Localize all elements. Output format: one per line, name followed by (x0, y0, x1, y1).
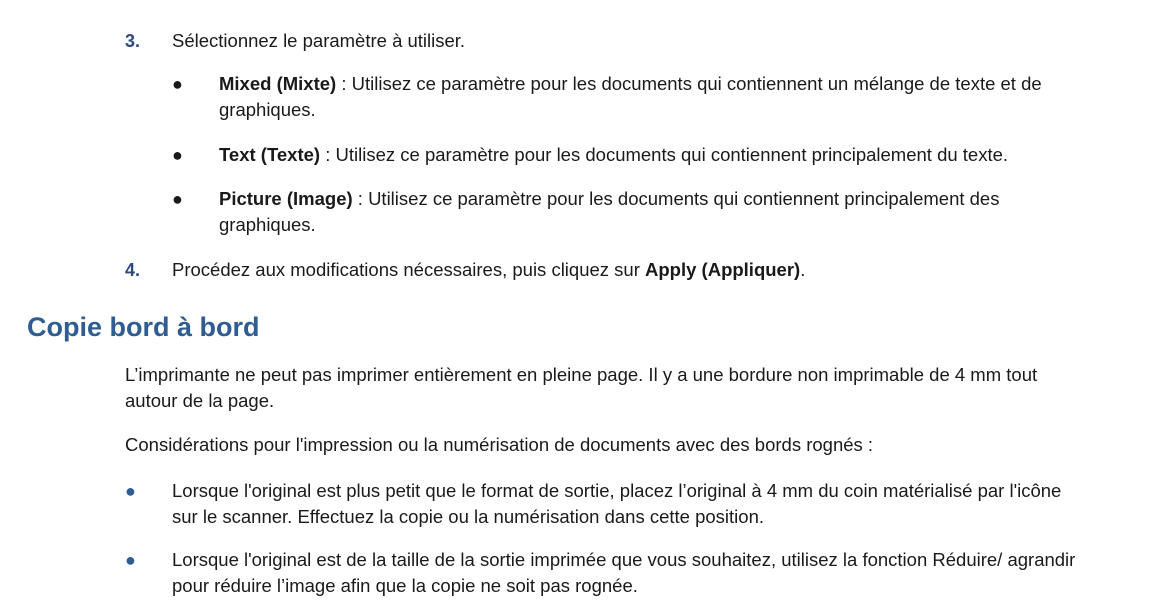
list-item-text: Lorsque l'original est plus petit que le format de sortie, placez l’original à 4 mm du coin matérialisé par l'icône sur le scanner. Effectuez la copie ou la numérisation dans cette position. (172, 480, 1062, 527)
option-label: Text (Texte) (219, 144, 321, 165)
step-text (172, 257, 1072, 283)
step-text: Sélectionnez le paramètre à utiliser. (172, 30, 466, 51)
apply-label: Apply (Appliquer) (645, 259, 801, 280)
list-item-text: Lorsque l'original est de la taille de la sortie imprimée que vous souhaitez, utilisez la fonction Réduire/ agrandir pour réduire l’image afin que la copie ne soit pas rognée. (172, 549, 1076, 596)
section-title: Copie bord à bord (27, 312, 260, 342)
paragraph-border: L’imprimante ne peut pas imprimer entièrement en pleine page. Il y a une bordure non imprimable de 4 mm tout autour de la page. (125, 364, 1038, 411)
option-description: : Utilisez ce paramètre pour les documents qui contiennent un mélange de texte et de graphiques. (219, 73, 1042, 120)
paragraph-considerations: Considérations pour l'impression ou la numérisation de documents avec des bords rognés : (125, 434, 874, 455)
bullet-icon: ● (125, 481, 136, 501)
step-text-start: Procédez aux modifications nécessaires, puis cliquez sur (172, 259, 646, 280)
option-text (219, 186, 1069, 238)
option-label: Picture (Image) (219, 188, 353, 209)
bullet-icon: ● (125, 550, 136, 570)
step-number: 3. (125, 31, 141, 51)
option-description: : Utilisez ce paramètre pour les documents qui contiennent principalement du texte. (320, 144, 1009, 165)
step-text-end: . (800, 259, 806, 280)
step-number: 4. (125, 260, 141, 280)
option-text (219, 142, 1069, 168)
bullet-icon: ● (172, 189, 183, 209)
bullet-icon: ● (172, 74, 183, 94)
option-text (219, 71, 1069, 123)
option-description: : Utilisez ce paramètre pour les documents qui contiennent principalement des graphiques. (219, 188, 1000, 235)
bullet-icon: ● (172, 145, 183, 165)
option-label: Mixed (Mixte) (219, 73, 337, 94)
